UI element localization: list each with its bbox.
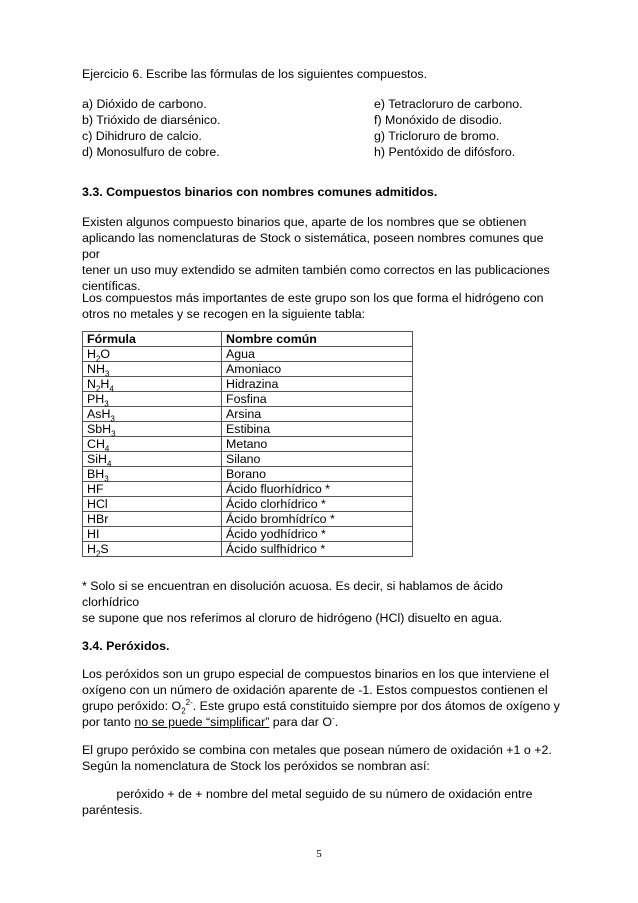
table-row xyxy=(83,482,413,497)
formula-cell xyxy=(83,422,222,437)
formula-cell xyxy=(83,377,222,392)
text-line: peróxido + de + nombre del metal seguido de su número de oxidación entre xyxy=(82,787,533,801)
exercise-item: d) Monosulfuro de cobre. xyxy=(82,145,220,159)
exercise-item: b) Trióxido de diarsénico. xyxy=(82,113,221,127)
formula-part: HI xyxy=(87,527,100,541)
text-line: Los compuestos más importantes de este grupo son los que forma el hidrógeno con xyxy=(82,291,544,305)
common-name-cell: Ácido sulfhídrico * xyxy=(222,542,413,557)
common-name-cell: Silano xyxy=(222,452,413,467)
formula-part: SiH xyxy=(87,452,107,466)
table-row xyxy=(83,362,413,377)
text-segment: . xyxy=(334,715,339,729)
column-header-formula: Fórmula xyxy=(83,332,222,347)
section-3-4-paragraph-2 xyxy=(82,742,560,774)
table-row xyxy=(83,377,413,392)
text-line xyxy=(82,698,560,714)
section-3-3-heading: 3.3. Compuestos binarios con nombres comunes admitidos. xyxy=(82,185,438,199)
exercise-item: f) Monóxido de disodio. xyxy=(374,113,503,127)
formula-cell xyxy=(83,497,222,512)
section-3-4-paragraph-1 xyxy=(82,666,560,730)
formula-part: AsH xyxy=(87,407,111,421)
formula-part: HBr xyxy=(87,512,109,526)
text-line: científicas. xyxy=(82,279,141,293)
formula-part: BH xyxy=(87,467,105,481)
common-name-cell: Ácido bromhídríco * xyxy=(222,512,413,527)
table-row xyxy=(83,392,413,407)
subscript: 4 xyxy=(109,384,114,394)
exercise-left-column xyxy=(82,96,220,160)
section-3-3-paragraph-1 xyxy=(82,214,560,294)
underlined-text: no se puede “simplificar” xyxy=(134,715,270,729)
formula-cell xyxy=(83,347,222,362)
section-3-4-heading: 3.4. Peróxidos. xyxy=(82,639,170,653)
text-line: otros no metales y se recogen en la siguiente tabla: xyxy=(82,307,366,321)
exercise-item: c) Dihidruro de calcio. xyxy=(82,129,202,143)
exercise-item: h) Pentóxido de difósforo. xyxy=(374,145,516,159)
subscript: 4 xyxy=(106,459,112,469)
text-line: oxígeno con un número de oxidación aparente de -1. Estos compuestos contienen el xyxy=(82,683,548,697)
page-number: 5 xyxy=(316,848,322,860)
table-row xyxy=(83,527,413,542)
formula-part: O xyxy=(100,347,111,361)
exercise-right-column xyxy=(374,96,523,160)
subscript: 3 xyxy=(111,429,116,439)
common-name-cell: Agua xyxy=(222,347,413,362)
compounds-table xyxy=(82,331,413,557)
section-3-4-paragraph-3 xyxy=(82,786,560,818)
common-name-cell: Ácido yodhídrico * xyxy=(222,527,413,542)
subscript: 2 xyxy=(95,354,101,364)
subscript: 2 xyxy=(95,549,101,559)
formula-cell xyxy=(83,512,222,527)
exercise-title: Ejercicio 6. Escribe las fórmulas de los siguientes compuestos. xyxy=(82,67,428,81)
formula-cell xyxy=(83,437,222,452)
text-line: Según la nomenclatura de Stock los peróxidos se nombran así: xyxy=(82,759,430,773)
exercise-item: a) Dióxido de carbono. xyxy=(82,97,207,111)
section-3-3-paragraph-2 xyxy=(82,290,560,322)
subscript: 3 xyxy=(104,474,109,484)
exercise-item: g) Tricloruro de bromo. xyxy=(374,129,500,143)
subscript: 2 xyxy=(95,384,101,394)
table-row xyxy=(83,347,413,362)
table-row xyxy=(83,467,413,482)
formula-part: N xyxy=(87,377,96,391)
formula-cell xyxy=(83,392,222,407)
subscript: 4 xyxy=(104,444,110,454)
common-name-cell: Estibina xyxy=(222,422,413,437)
text-line: tener un uso muy extendido se admiten también como correctos en las publicaciones xyxy=(82,263,550,277)
common-name-cell: Ácido clorhídrico * xyxy=(222,497,413,512)
text-line: * Solo si se encuentran en disolución acuosa. Es decir, si hablamos de ácido clorhídrico xyxy=(82,579,503,609)
common-name-cell: Borano xyxy=(222,467,413,482)
formula-cell xyxy=(83,467,222,482)
text-line: Existen algunos compuesto binarios que, aparte de los nombres que se obtienen xyxy=(82,215,527,229)
formula-part: PH xyxy=(87,392,105,406)
superscript: - xyxy=(332,713,335,723)
text-line: Los peróxidos son un grupo especial de compuestos binarios en los que interviene el xyxy=(82,667,550,681)
formula-part: SbH xyxy=(87,422,112,436)
table-row xyxy=(83,452,413,467)
text-line: se supone que nos referimos al cloruro de hidrógeno (HCl) disuelto en agua. xyxy=(82,611,503,625)
column-header-name: Nombre común xyxy=(222,332,413,347)
text-line: aplicando las nomenclaturas de Stock o sistemática, poseen nombres comunes que por xyxy=(82,231,544,261)
common-name-cell: Ácido fluorhídrico * xyxy=(222,482,413,497)
text-line: El grupo peróxido se combina con metales que posean número de oxidación +1 o +2. xyxy=(82,743,552,757)
table-row xyxy=(83,422,413,437)
formula-cell xyxy=(83,482,222,497)
formula-part: H xyxy=(87,347,96,361)
table-row xyxy=(83,437,413,452)
formula-cell xyxy=(83,407,222,422)
subscript: 3 xyxy=(104,369,110,379)
text-segment: por tanto xyxy=(82,715,135,729)
formula-part: H xyxy=(100,377,110,391)
subscript: 3 xyxy=(110,414,115,424)
formula-part: NH xyxy=(87,362,105,376)
exercise-item: e) Tetracloruro de carbono. xyxy=(374,97,523,111)
formula-part: S xyxy=(100,542,109,556)
table-footnote xyxy=(82,578,560,626)
text-segment: para dar O xyxy=(269,715,333,729)
text-line: paréntesis. xyxy=(82,803,143,817)
formula-part: CH xyxy=(87,437,105,451)
formula-part: H xyxy=(87,542,96,556)
superscript: 2- xyxy=(185,697,193,707)
subscript: 3 xyxy=(104,399,109,409)
subscript: 2 xyxy=(181,706,186,716)
common-name-cell: Fosfina xyxy=(222,392,413,407)
common-name-cell: Metano xyxy=(222,437,413,452)
text-segment: . Este grupo está constituido siempre por dos átomos de oxígeno y xyxy=(192,699,560,713)
table-row xyxy=(83,542,413,557)
text-line xyxy=(82,714,560,730)
text-segment: grupo peróxido: O xyxy=(82,699,182,713)
table-row xyxy=(83,512,413,527)
formula-cell xyxy=(83,527,222,542)
formula-cell xyxy=(83,542,222,557)
formula-cell xyxy=(83,362,222,377)
common-name-cell: Hidrazina xyxy=(222,377,413,392)
common-name-cell: Arsina xyxy=(222,407,413,422)
table-row xyxy=(83,497,413,512)
formula-part: HCl xyxy=(87,497,108,511)
table-header-row xyxy=(83,332,413,347)
common-name-cell: Amoniaco xyxy=(222,362,413,377)
table-row xyxy=(83,407,413,422)
formula-part: HF xyxy=(87,482,104,496)
formula-cell xyxy=(83,452,222,467)
